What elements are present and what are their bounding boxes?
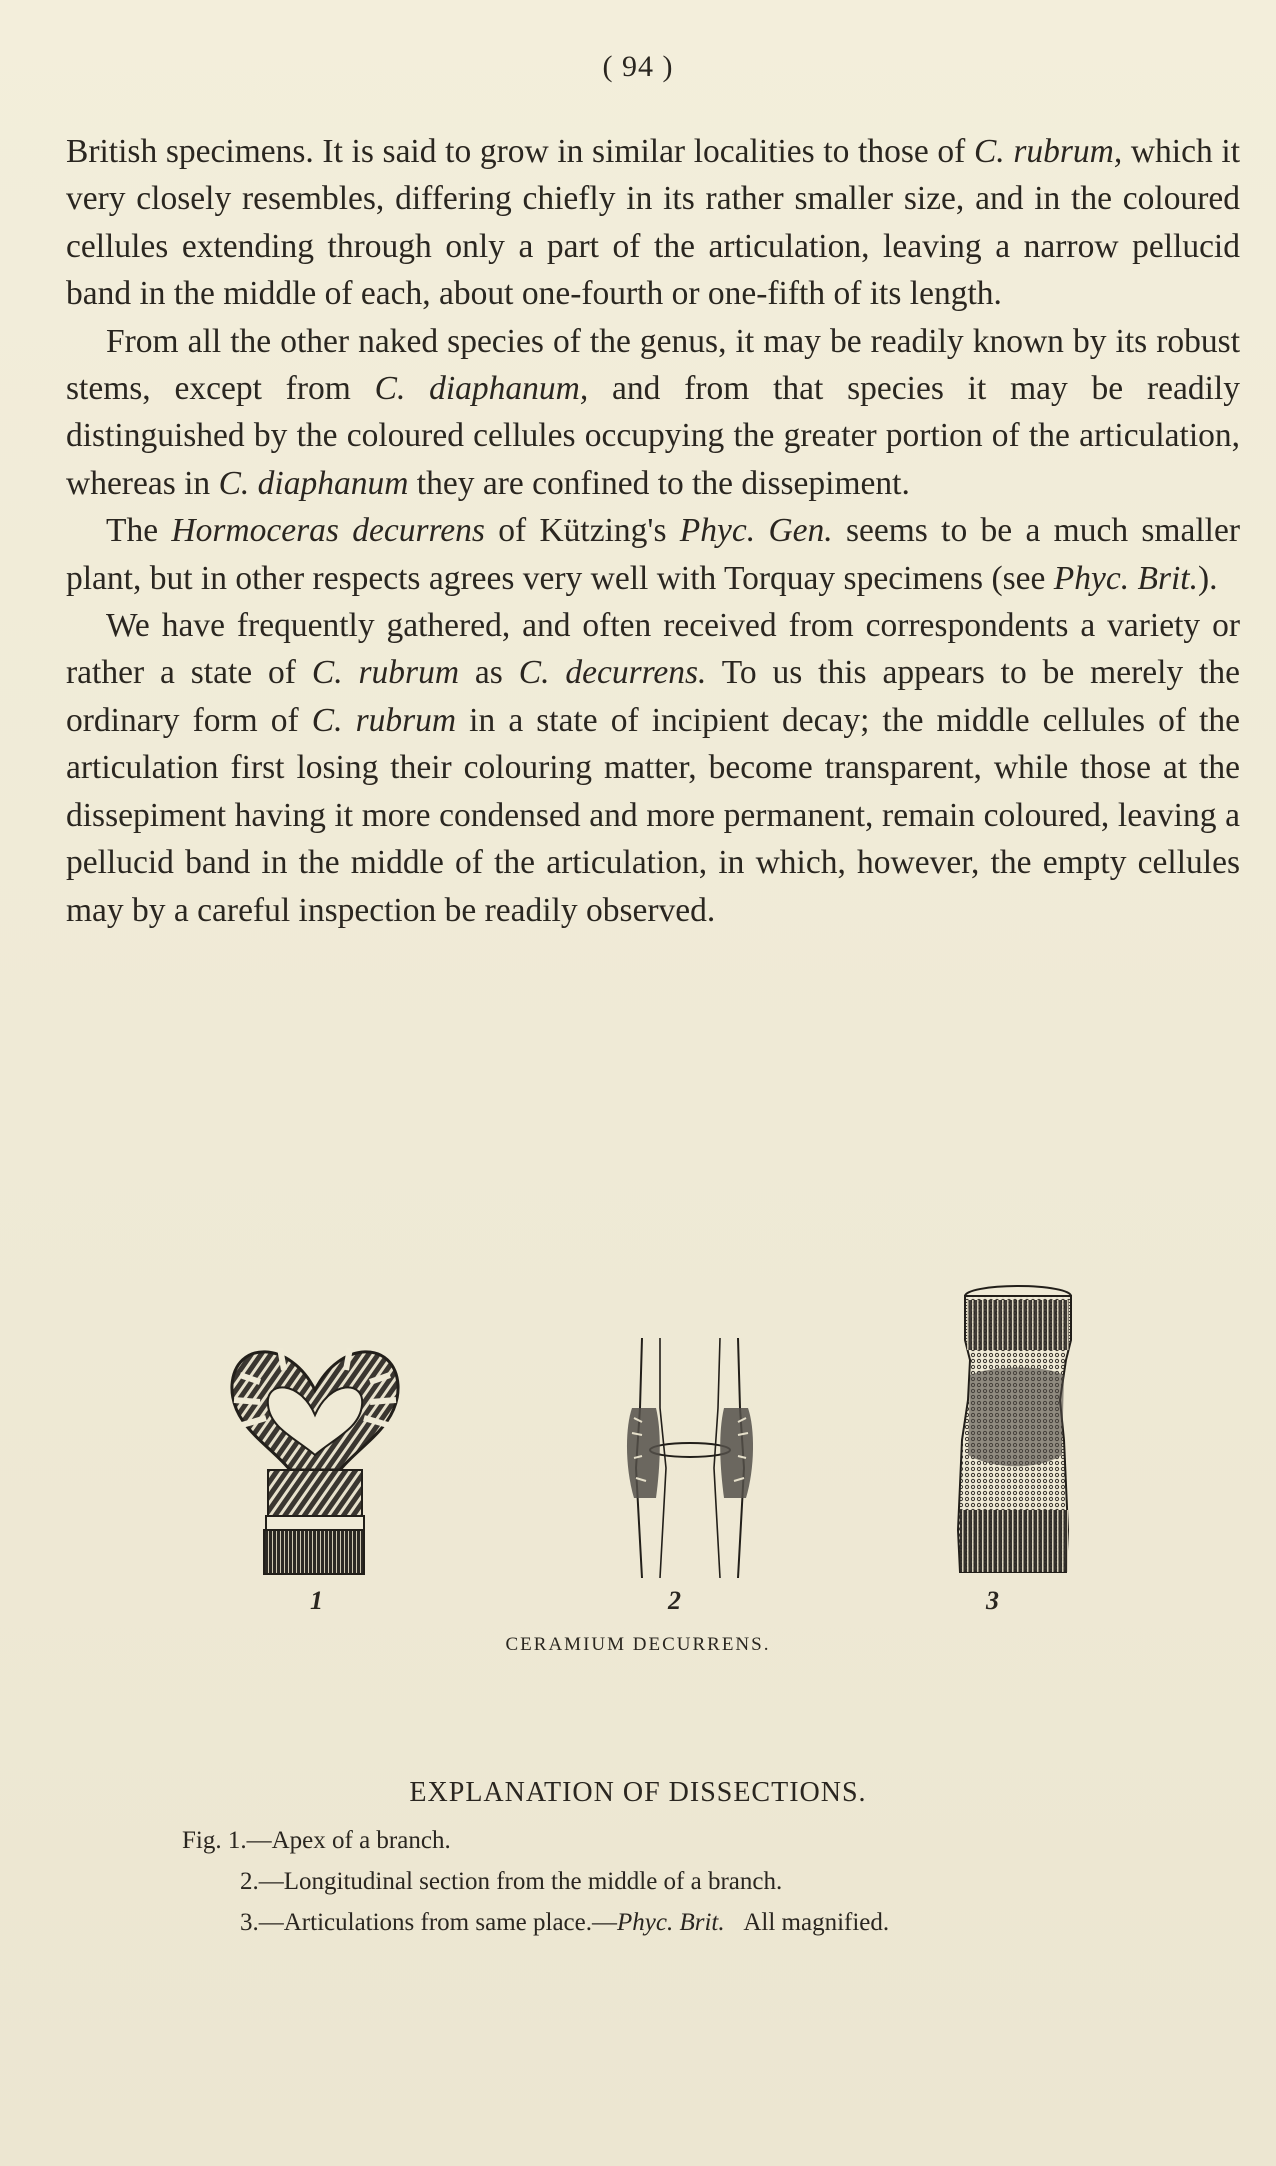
italic-reference: C. rubrum <box>311 701 457 739</box>
text-run: ). <box>1197 559 1218 597</box>
text-run: To us this appears to be merely the ordinary form of <box>66 654 1240 739</box>
text-run: in a state of incipient decay; the middle cellules of the articulation first losing their colouring matter, become transparent, while those at the dissepiment having it more condensed and more permanent, remain coloured, leaving a pellucid band in the middle of the articulation, in which, however, the empty cellules may by a careful inspection be readily observed. <box>66 701 1240 929</box>
text-run: From all the other naked species of the genus, it may be readily known by its robust stems, except from <box>66 322 1240 408</box>
explanation-item-1-prefix: Fig. 1. <box>182 1827 247 1854</box>
longitudinal-section-drawing <box>620 1338 760 1578</box>
text-run: We have frequently gathered, and often received from correspondents a variety or rather a state of <box>66 607 1240 692</box>
explanation-item-3-prefix: 3. <box>240 1909 259 1936</box>
figure-1-number: 1 <box>310 1586 323 1615</box>
text-run: which it very closely resembles, differing chiefly in its rather smaller size, and in the coloured cellules extending through only a part of the articulation, leaving a narrow pellucid band in the middle of each, about one-fourth or one-fifth of its length. <box>66 133 1240 313</box>
italic-reference: Phyc. Gen. <box>679 512 833 550</box>
paragraph-3 <box>66 507 1240 602</box>
explanation-item-3-text: —Articulations from same place.— <box>258 1909 617 1936</box>
explanation-item-3-ref: Phyc. Brit. <box>616 1909 725 1936</box>
branch-apex-drawing <box>210 1320 420 1580</box>
articulation-drawing <box>934 1280 1084 1580</box>
text-run: The <box>106 512 172 550</box>
explanation-item-3-suffix: All magnified. <box>743 1909 890 1936</box>
figure-2-number: 2 <box>668 1586 681 1615</box>
paragraph-4 <box>66 602 1240 934</box>
text-run: of Kützing's <box>484 512 680 550</box>
explanation-item-2 <box>240 1868 782 1896</box>
text-run: as <box>459 654 519 692</box>
explanation-title: EXPLANATION OF DISSECTIONS. <box>409 1777 867 1808</box>
paragraph-1 <box>66 128 1240 318</box>
figure-3-number: 3 <box>986 1586 999 1615</box>
italic-reference: C. diaphanum <box>218 464 409 502</box>
paragraph-2 <box>66 318 1240 508</box>
text-run: British specimens. It is said to grow in similar localities to those of <box>66 133 974 170</box>
explanation-item-1 <box>182 1827 451 1855</box>
explanation-item-3 <box>240 1909 889 1937</box>
italic-reference: C. rubrum <box>311 654 460 692</box>
explanation-item-1-text: —Apex of a branch. <box>246 1827 451 1854</box>
italic-reference: C. rubrum, <box>973 133 1123 170</box>
explanation-item-2-prefix: 2. <box>240 1868 259 1895</box>
text-run: seems to be a much smaller plant, but in other respects agrees very well with Torquay specimens (see <box>66 512 1240 597</box>
figure-caption: CERAMIUM DECURRENS. <box>505 1634 771 1655</box>
italic-reference: C. diaphanum, <box>374 370 589 408</box>
page-number: ( 94 ) <box>602 50 674 83</box>
italic-reference: Hormoceras decurrens <box>171 512 485 550</box>
explanation-item-2-text: —Longitudinal section from the middle of a branch. <box>258 1868 783 1895</box>
italic-reference: C. decurrens. <box>518 654 707 692</box>
italic-reference: Phyc. Brit. <box>1053 559 1198 597</box>
dissection-figures <box>0 1280 1276 1620</box>
text-run: they are confined to the dissepiment. <box>408 464 910 502</box>
text-run: and from that species it may be readily distinguished by the coloured cellules occupying the greater portion of the articulation, whereas in <box>66 370 1240 502</box>
body-text <box>66 128 1240 934</box>
